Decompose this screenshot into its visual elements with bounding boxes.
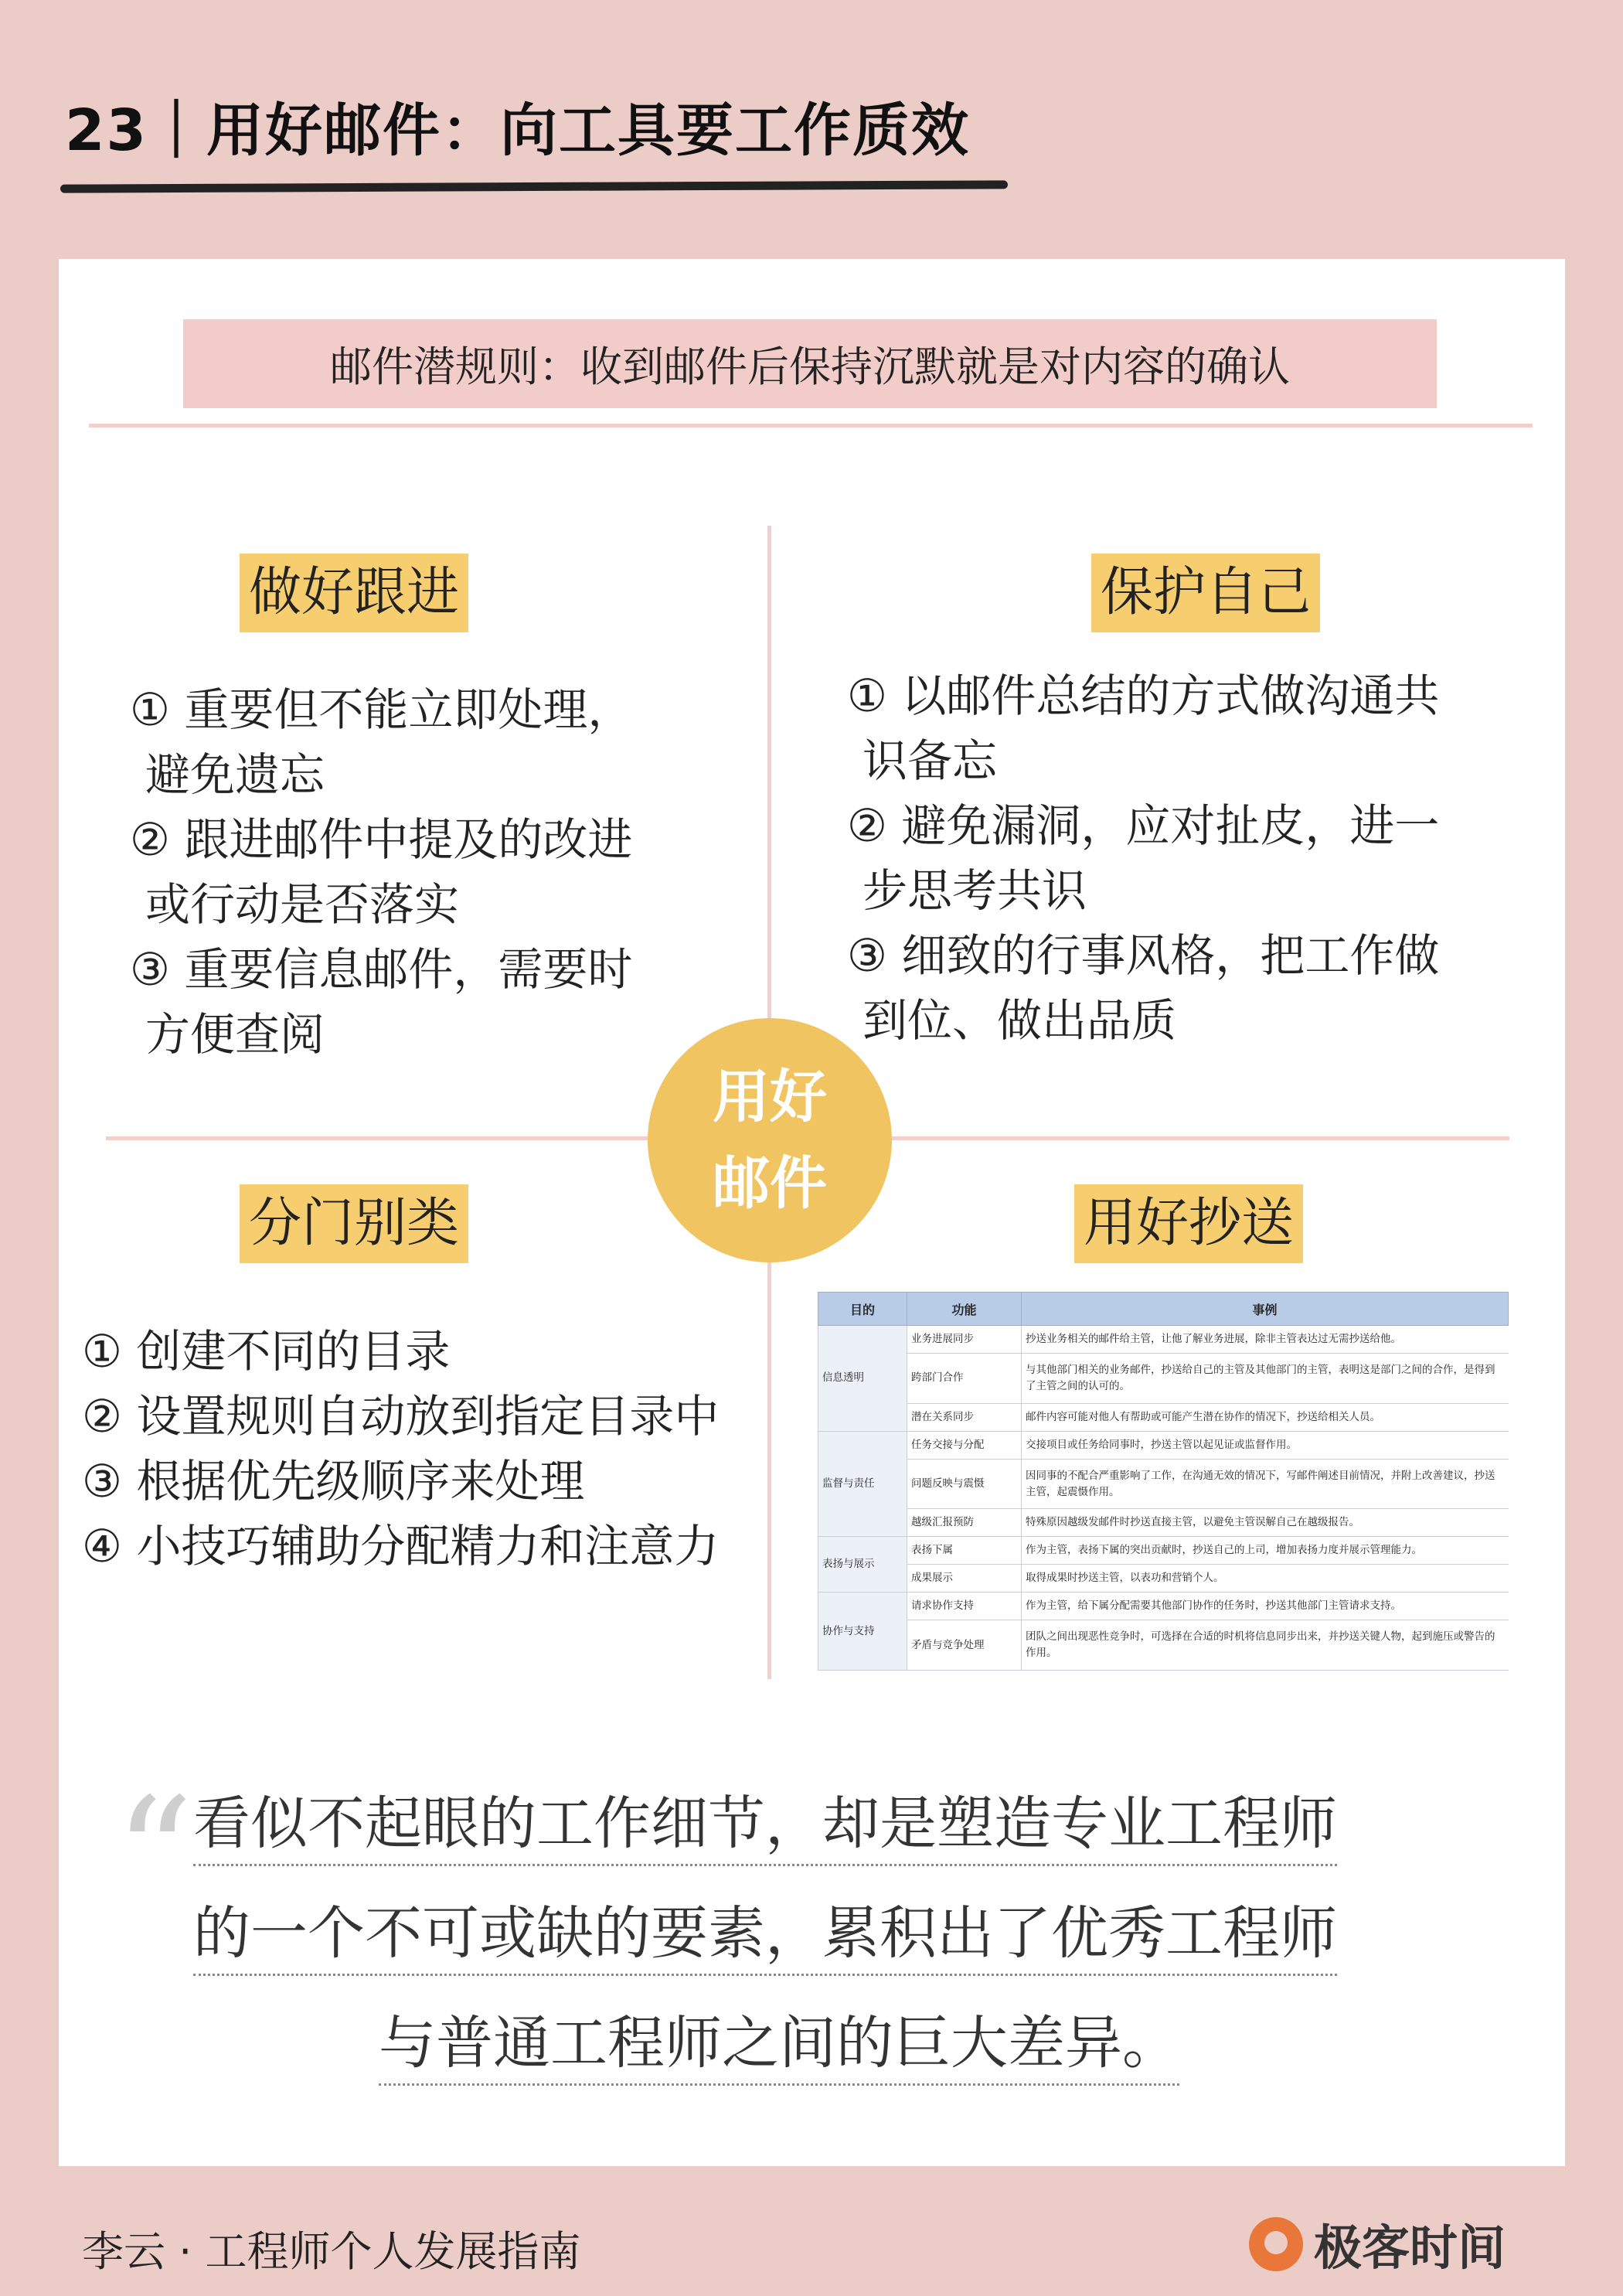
list-item-continuation: 到位、做出品质 bbox=[863, 994, 1177, 1047]
function-cell: 问题反映与震慑 bbox=[907, 1459, 1022, 1509]
brand-logo bbox=[1249, 2209, 1506, 2278]
list-item-continuation: 识备忘 bbox=[863, 734, 998, 787]
list-item-continuation: 方便查阅 bbox=[145, 1008, 325, 1061]
protect-self-list bbox=[847, 663, 1439, 1053]
list-item: ② 避免漏洞，应对扯皮，进一 bbox=[847, 799, 1440, 852]
example-cell: 交接项目或任务给同事时，抄送主管以起见证或监督作用。 bbox=[1022, 1431, 1509, 1459]
list-item: ① 以邮件总结的方式做沟通共 bbox=[847, 669, 1440, 722]
table-row bbox=[818, 1459, 1509, 1509]
list-item: ③ 细致的行事风格，把工作做 bbox=[847, 929, 1440, 982]
author-credit: 李云 · 工程师个人发展指南 bbox=[82, 2227, 581, 2276]
protect-self-title: 保护自己 bbox=[1091, 554, 1320, 632]
table-row bbox=[818, 1593, 1509, 1620]
function-cell: 任务交接与分配 bbox=[907, 1431, 1022, 1459]
center-circle bbox=[648, 1018, 892, 1262]
brand-logo-icon bbox=[1249, 2217, 1303, 2271]
purpose-cell: 协作与支持 bbox=[818, 1593, 907, 1671]
table-row bbox=[818, 1326, 1509, 1354]
purpose-cell: 信息透明 bbox=[818, 1326, 907, 1432]
table-header-row bbox=[818, 1293, 1509, 1326]
table-row bbox=[818, 1537, 1509, 1565]
list-item-continuation: 步思考共识 bbox=[863, 864, 1087, 917]
column-header: 事例 bbox=[1022, 1293, 1509, 1326]
example-cell: 取得成果时抄送主管，以表功和营销个人。 bbox=[1022, 1565, 1509, 1593]
table-row bbox=[818, 1565, 1509, 1593]
function-cell: 表扬下属 bbox=[907, 1537, 1022, 1565]
quote-line: 与普通工程师之间的巨大差异。 bbox=[379, 2008, 1179, 2086]
example-cell: 特殊原因越级发邮件时抄送直接主管，以避免主管误解自己在越级报告。 bbox=[1022, 1509, 1509, 1537]
example-cell: 与其他部门相关的业务邮件，抄送给自己的主管及其他部门的主管，表明这是部门之间的合作，是得到了主管之间的认可的。 bbox=[1022, 1353, 1509, 1403]
list-item: ② 设置规则自动放到指定目录中 bbox=[82, 1390, 720, 1443]
list-item: ① 重要但不能立即处理， bbox=[130, 683, 633, 736]
function-cell: 矛盾与竞争处理 bbox=[907, 1620, 1022, 1671]
function-cell: 越级汇报预防 bbox=[907, 1509, 1022, 1537]
cc-table bbox=[818, 1292, 1509, 1671]
function-cell: 业务进展同步 bbox=[907, 1326, 1022, 1354]
quote-line: 的一个不可或缺的要素，累积出了优秀工程师 bbox=[193, 1898, 1337, 1976]
brand-name: 极客时间 bbox=[1314, 2219, 1506, 2276]
function-cell: 跨部门合作 bbox=[907, 1353, 1022, 1403]
table-row bbox=[818, 1353, 1509, 1403]
column-header: 目的 bbox=[818, 1293, 907, 1326]
banner-divider bbox=[89, 424, 1533, 428]
purpose-cell: 监督与责任 bbox=[818, 1431, 907, 1537]
column-header: 功能 bbox=[907, 1293, 1022, 1326]
purpose-cell: 表扬与展示 bbox=[818, 1537, 907, 1593]
function-cell: 潜在关系同步 bbox=[907, 1403, 1022, 1431]
table-row bbox=[818, 1509, 1509, 1537]
title-underline bbox=[60, 180, 1008, 192]
list-item-continuation: 或行动是否落实 bbox=[145, 878, 460, 931]
example-cell: 作为主管，给下属分配需要其他部门协作的任务时，抄送其他部门主管请求支持。 bbox=[1022, 1593, 1509, 1620]
quote-line: 看似不起眼的工作细节，却是塑造专业工程师 bbox=[193, 1788, 1337, 1866]
cc-title: 用好抄送 bbox=[1074, 1184, 1303, 1263]
follow-up-list bbox=[130, 677, 632, 1067]
table-row bbox=[818, 1403, 1509, 1431]
quote-mark-icon: “ bbox=[114, 1765, 194, 1945]
page-title: 23｜用好邮件：向工具要工作质效 bbox=[65, 97, 970, 164]
example-cell: 因同事的不配合严重影响了工作，在沟通无效的情况下，写邮件阐述目前情况，并附上改善建议，抄送主管，起震慑作用。 bbox=[1022, 1459, 1509, 1509]
example-cell: 团队之间出现恶性竞争时，可选择在合适的时机将信息同步出来，并抄送关键人物，起到施压或警告的作用。 bbox=[1022, 1620, 1509, 1671]
table-row bbox=[818, 1431, 1509, 1459]
list-item: ① 创建不同的目录 bbox=[82, 1325, 451, 1378]
table-row bbox=[818, 1620, 1509, 1671]
center-label: 用好邮件 bbox=[713, 1064, 827, 1217]
list-item: ② 跟进邮件中提及的改进 bbox=[130, 813, 633, 866]
list-item: ③ 根据优先级顺序来处理 bbox=[82, 1455, 585, 1507]
function-cell: 请求协作支持 bbox=[907, 1593, 1022, 1620]
example-cell: 作为主管，表扬下属的突出贡献时，抄送自己的上司，增加表扬力度并展示管理能力。 bbox=[1022, 1537, 1509, 1565]
follow-up-title: 做好跟进 bbox=[240, 554, 468, 632]
function-cell: 成果展示 bbox=[907, 1565, 1022, 1593]
categorize-list bbox=[82, 1319, 719, 1579]
example-cell: 邮件内容可能对他人有帮助或可能产生潜在协作的情况下，抄送给相关人员。 bbox=[1022, 1403, 1509, 1431]
list-item: ④ 小技巧辅助分配精力和注意力 bbox=[82, 1520, 720, 1572]
example-cell: 抄送业务相关的邮件给主管，让他了解业务进展，除非主管表达过无需抄送给他。 bbox=[1022, 1326, 1509, 1354]
categorize-title: 分门别类 bbox=[240, 1184, 468, 1263]
list-item-continuation: 避免遗忘 bbox=[145, 748, 325, 801]
rule-banner: 邮件潜规则：收到邮件后保持沉默就是对内容的确认 bbox=[183, 319, 1437, 408]
list-item: ③ 重要信息邮件，需要时 bbox=[130, 943, 633, 996]
